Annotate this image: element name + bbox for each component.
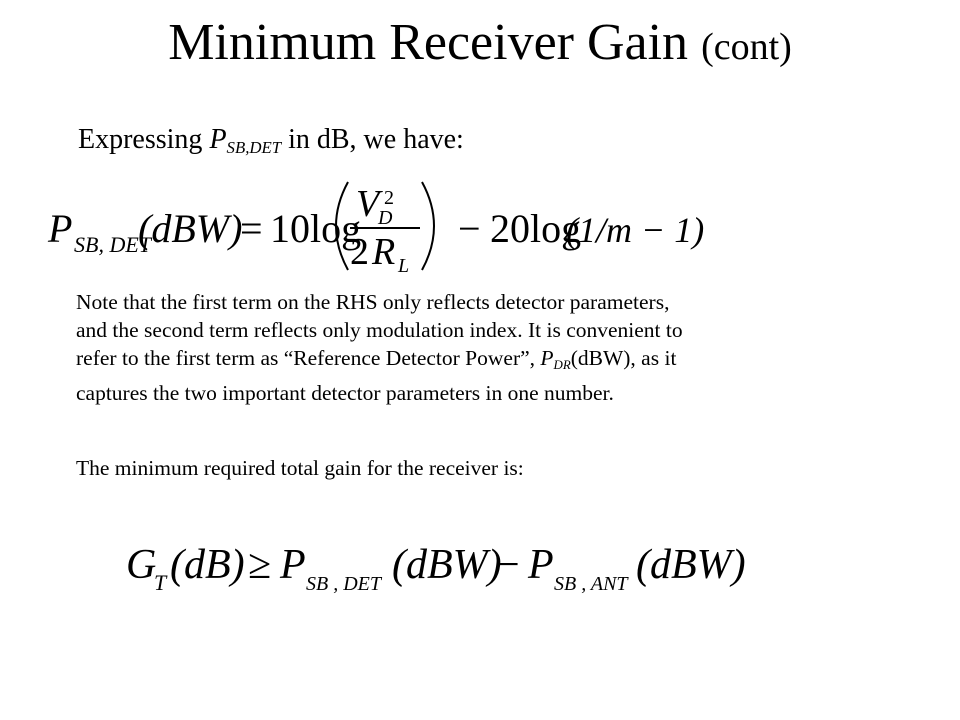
- note-line-1: Note that the first term on the RHS only reflects detector parameters,: [76, 290, 670, 314]
- eq2-relation: ≥: [248, 542, 272, 588]
- gain-statement: The minimum required total gain for the receiver is:: [76, 456, 524, 480]
- note-line-4: captures the two important detector parameters in one number.: [76, 380, 614, 405]
- eq2-term2-symbol: P: [528, 542, 554, 588]
- note-line-3-symbol: P: [540, 346, 554, 370]
- eq1-denominator-coef: 2: [350, 231, 369, 273]
- eq2-term1-subscript: SB , DET: [306, 573, 381, 595]
- eq1-numerator-subscript: D: [378, 207, 393, 229]
- eq1-equals: =: [240, 206, 263, 251]
- note-paragraph: [76, 288, 856, 407]
- eq1-right-paren: [422, 182, 434, 270]
- note-line-3-before: refer to the first term as “Reference Detector Power”,: [76, 346, 541, 370]
- eq2-lhs-unit: (dB): [170, 542, 245, 588]
- equation-psb-det: [48, 176, 705, 277]
- slide-title: [0, 8, 960, 82]
- intro-symbol: P: [209, 124, 227, 155]
- eq2-lhs-symbol: G: [126, 542, 157, 588]
- eq1-lhs-symbol: P: [48, 206, 73, 251]
- intro-text: [78, 120, 464, 168]
- eq1-coef2: 20log: [490, 206, 582, 251]
- intro-after: in dB, we have:: [281, 124, 464, 155]
- eq2-term1-symbol: P: [280, 542, 306, 588]
- intro-subscript: SB,DET: [226, 138, 282, 158]
- eq1-numerator-symbol: V: [356, 183, 380, 225]
- eq2-term1-unit: (dBW): [392, 542, 502, 588]
- note-line-3-after: (dBW), as it: [570, 346, 677, 370]
- eq2-minus: −: [496, 542, 520, 588]
- eq1-denominator-symbol: R: [372, 231, 396, 273]
- eq1-lhs-subscript: SB, DET: [74, 232, 151, 257]
- intro-before: Expressing: [78, 124, 210, 155]
- eq1-lhs-unit: (dBW): [138, 206, 243, 251]
- slide-title-suffix: (cont): [701, 26, 792, 68]
- eq1-denominator-subscript: L: [398, 255, 410, 277]
- eq1-coef1: 10log: [270, 206, 362, 251]
- eq2-term2-subscript: SB , ANT: [554, 573, 628, 595]
- slide-title-main: Minimum Receiver Gain: [168, 14, 689, 71]
- eq1-term2: (1/m − 1): [566, 210, 705, 250]
- eq1-minus: −: [458, 206, 481, 251]
- note-line-3: [76, 344, 856, 379]
- eq1-numerator-exponent: 2: [384, 187, 394, 209]
- note-line-2: and the second term reflects only modulation index. It is convenient to: [76, 318, 683, 342]
- equation-gain: [126, 530, 766, 600]
- note-line-3-subscript: DR: [553, 357, 571, 372]
- eq2-term2-unit: (dBW): [636, 542, 746, 588]
- eq2-lhs-subscript: T: [154, 570, 167, 595]
